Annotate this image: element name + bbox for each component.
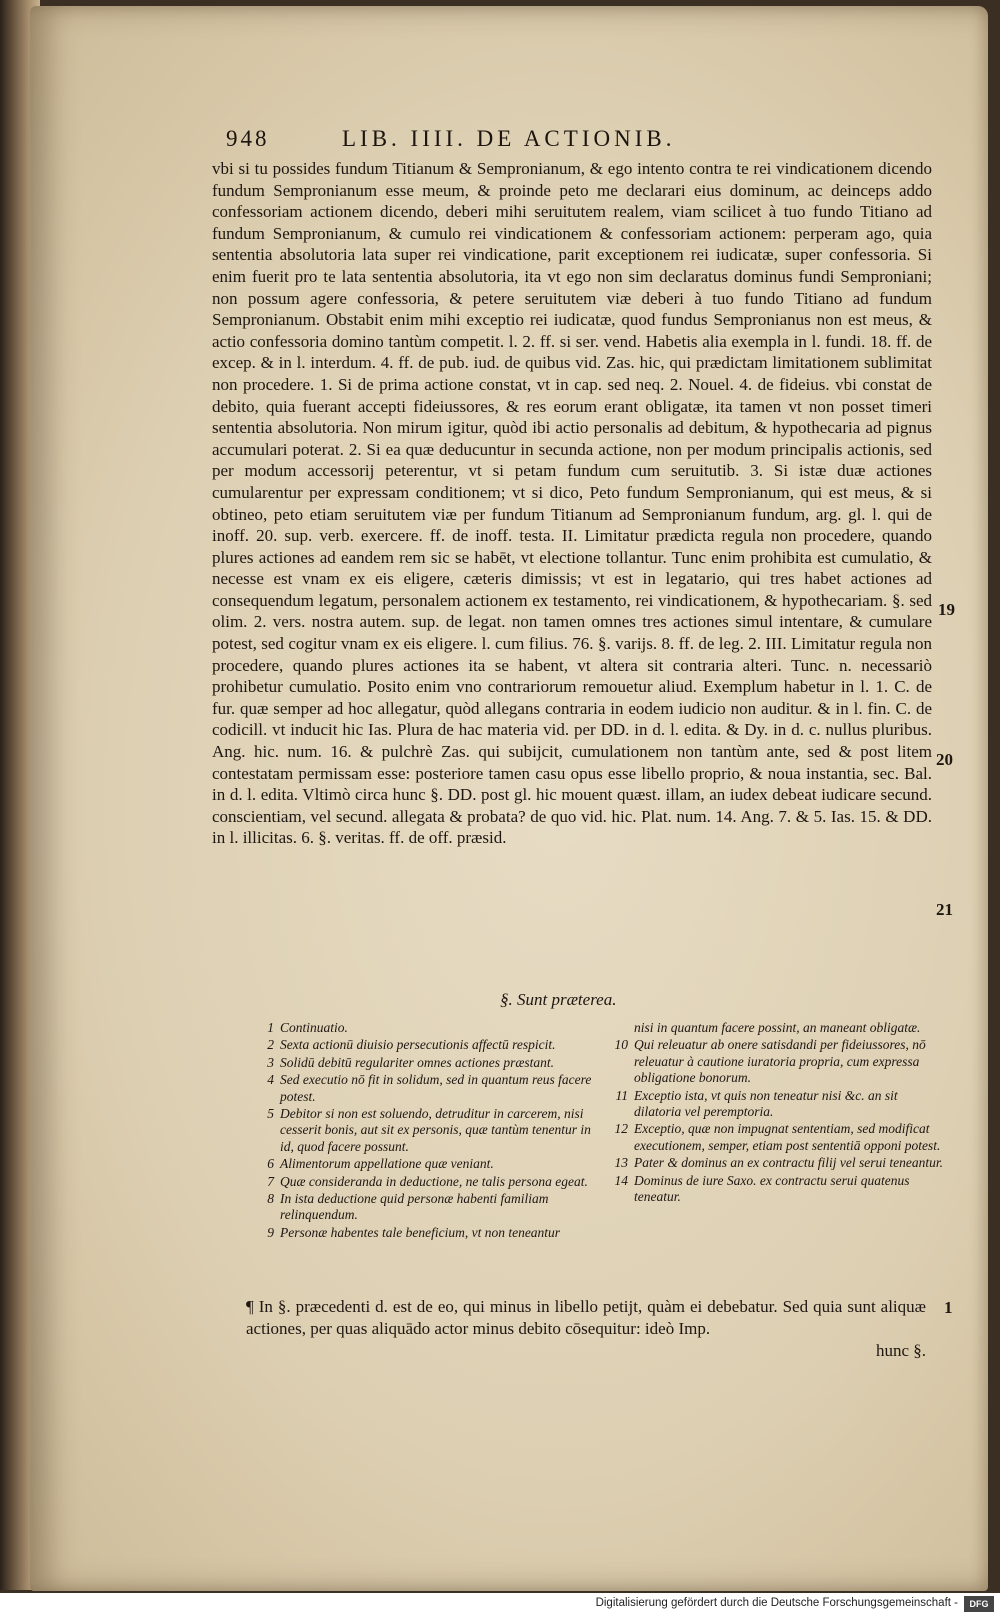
body-paragraph: vbi si tu possides fundum Titianum & Sempronianum, & ego intento contra te rei vindicationem dicendo fundum Sempronianum esse meum, & proinde peto me declarari eius dominum, ac deinceps addo confessoriam actionem dicendo, deberi mihi seruitutem realem, viam scilicet à tuo fundo Titiano ad fundum Sempronianum, & cumulo rei vindicationem & confessoriam actionem: perperam ago, quia sententia absolutoria lata super rei vindicatione, parit exceptionem rei iudicatæ, super confessoria. Si enim fuerit pro te lata sententia absolutoria, ita vt ego non sim declaratus dominus fundi Semproniani; non possum agere confessoria, & petere seruitutem viæ deberi à tuo fundo Titiano ad fundum Sempronianum. Obstabit enim mihi exceptio rei iudicatæ, quod fundus Sempronianus non est meus, & actio confessoria domino tantùm competit. l. 2. ff. si ser. vend. Habetis alia exempla in l. fundi. 18. ff. de excep. & in l. interdum. 4. ff. de pub. iud. de quibus vid. Zas. hic, qui prædictam limitationem sublimitat non procedere. 1. Si de prima actione constat, vt in cap. sed neq. 2. Nouel. 4. de fideius. vbi constat de debito, quia fuerant accepti fideiussores, & res eorum erant obligatæ, ita tamen vt non posset timeri sententia absolutoria. Non mirum igitur, quòd ibi actio personalis ad debitum, & hypothecaria ad pignus accumulari poterat. 2. Si ea quæ deducuntur in secunda actione, non per modum principalis actionis, sed per modum accessorij peterentur, vt si petam fundum cum seruitutib. 3. Si istæ duæ actiones cumularentur per expressam conditionem; vt si dico, Peto fundum Sempronianum, qui est meus, & si obtineo, peto etiam seruitutem viæ per fundum Titianum ad Sempronianum fundum, arg. gl. l. qui de inoff. 20. sup. verb. exercere. ff. de inoff. testa. II. Limitatur prædicta regula non procedere, quando plures actiones ad eandem rem sic se habēt, vt electione tollantur. Tunc enim prohibita est cumulatio, & necesse est vnam ex eis eligere, cæteris dimissis; vt est in legatario, qui tres habet actiones ad consequendum legatum, personalem actionem ex testamento, rei vindicationem, & hypothecariam. §. sed olim. 2. vers. nostra autem. sup. de legat. non tamen omnes tres actiones simul intentare, & cumulare potest, sed cogitur vnam ex eis eligere. l. cum filius. 76. §. varijs. 8. ff. de leg. 2. III. Limitatur regula non procedere, quando plures actiones ita se habent, vt altera sit contraria alteri. Tunc. n. necessariò prohibetur cumulatio. Posito enim vno contrariorum remouetur aliud. Exemplum habetur in l. 1. C. de fur. quæ semper ad hoc allegatur, quòd allegans contraria in eodem iudicio non auditur. & in l. fin. C. de codicill. vt inducit hic Ias. Plura de hac materia vid. per DD. in d. l. edita. & Dy. in d. c. nullus pluribus. Ang. hic. num. 16. & pulchrè Zas. qui subijcit, cumulationem non tantùm ante, sed & post litem contestatam permissam esse: posteriore tamen casu opus esse libello proprio, & noua instantia, sec. Bal. in d. l. edita. Vltimò circa hunc §. DD. post gl. hic mouent quæst. illam, an iudex debeat iudicare secund. conscientiam, vel secund. allegata & probata? de quo vid. hic. Plat. num. 14. Ang. 7. & 5. Ias. 15. & DD. in l. illicitas. 6. §. veritas. ff. de off. præsid. [212, 159, 932, 848]
running-title: LIB. IIII. DE ACTIONIB. [342, 126, 676, 151]
index-item: 13 Pater & dominus an ex contractu filij vel serui teneantur. [614, 1155, 943, 1171]
main-text-block [212, 158, 932, 849]
index-item: 11 Exceptio ista, vt quis non teneatur nisi &c. an sit dilatoria vel peremptoria. [615, 1087, 898, 1120]
dfg-logo-icon: DFG [964, 1596, 994, 1612]
index-item: 10 Qui releuatur ab onere satisdandi per fideiussores, nō releuatur à cautione iuratoria propria, cum expressa obligatione bonorum. [614, 1037, 926, 1086]
digitization-footer [0, 1593, 1000, 1617]
footer-credit: Digitalisierung gefördert durch die Deutsche Forschungsgemeinschaft - [595, 1597, 958, 1609]
index-item: 5 Debitor si non est soluendo, detruditur in carcerem, nisi cesserit bonis, aut sit ex personis, quæ tantùm tenentur in id, quod facere possunt. [267, 1106, 591, 1154]
summary-index-left [252, 1020, 592, 1242]
page-header [226, 126, 926, 156]
index-item: 12 Exceptio, quæ non impugnat sententiam, sed modificat executionem, semper, etiam post sententiā opponi potest. [614, 1121, 941, 1153]
section-heading: §. Sunt præterea. [500, 990, 617, 1009]
index-item: 1 Continuatio. [267, 1020, 348, 1035]
closing-text: ¶ In §. præcedenti d. est de eo, qui minus in libello petijt, quàm ei debebatur. Sed quia sunt aliquæ actiones, per quas aliquādo actor minus debito cōsequitur: ideò Imp. [246, 1297, 926, 1338]
index-item: 6 Alimentorum appellatione quæ veniant. [267, 1156, 494, 1172]
margin-number: 21 [936, 900, 953, 919]
index-item: 9 Personæ habentes tale beneficium, vt non teneantur [267, 1224, 561, 1240]
summary-index-right [606, 1020, 946, 1206]
page-number: 948 [226, 126, 270, 151]
index-item: 3 Solidū debitū regulariter omnes actiones præstant. [267, 1054, 554, 1070]
index-item: nisi in quantum facere possint, an maneant obligatæ. [634, 1020, 921, 1035]
index-item: 7 Quæ consideranda in deductione, ne talis persona egeat. [267, 1173, 588, 1189]
margin-number: 20 [936, 750, 953, 769]
margin-number: 1 [944, 1298, 953, 1317]
closing-text-end: hunc §. [875, 1341, 926, 1360]
index-item: 2 Sexta actionū diuisio persecutionis affectū respicit. [267, 1037, 556, 1053]
index-item: 4 Sed executio nō fit in solidum, sed in quantum reus facere potest. [267, 1072, 592, 1104]
margin-number: 19 [938, 600, 955, 619]
index-item: 14 Dominus de iure Saxo. ex contractu serui quatenus teneatur. [614, 1172, 910, 1205]
closing-paragraph [246, 1296, 926, 1362]
index-item: 8 In ista deductione quid personæ habenti familiam relinquendum. [267, 1191, 549, 1223]
